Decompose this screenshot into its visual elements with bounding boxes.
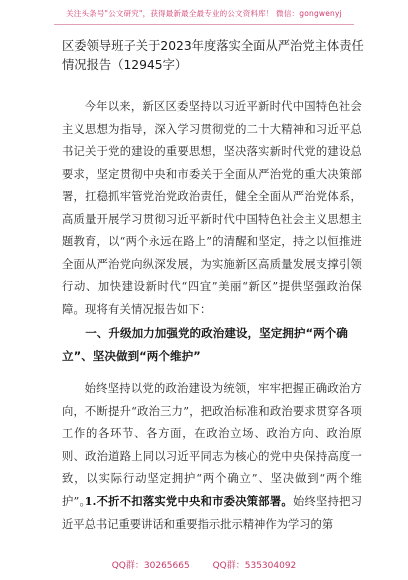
subsection-1: [62, 490, 362, 536]
header-divider: [54, 24, 354, 25]
section-heading-1: 一、升级加力加强党的政治建设，坚定拥护“两个确立”、坚决做到“两个维护”: [62, 326, 348, 363]
footer-qq-group-2: QQ群：535304092: [212, 561, 297, 571]
footer-qq-group-1: QQ群：30265665: [111, 561, 190, 571]
document-title: 区委领导班子关于2023年度落实全面从严治党主体责任情况报告（12945字）: [62, 39, 364, 72]
intro-paragraph: 今年以来，新区区委坚持以习近平新时代中国特色社会主义思想为指导，深入学习贯彻党的二十大精神和习近平总书记关于党的建设的重要思想，坚决落实新时代党的建设总要求，坚定贯彻中央和市委关于全面从严治党的重大决策部署，扛稳抓牢管党治党政治责任，健全全面从严治党体系，高质量开展学习贯彻习近平新时代中国特色社会主义思想主题教育，以“两个永远在路上”的清醒和坚定，持之以恒推进全面从严治党向纵深发展，为实施新区高质量发展支撑引领行动、加快建设新时代“四宜”美丽“新区”提供坚强政治保障。现将有关情况报告如下：: [62, 100, 362, 316]
section-1-paragraph: 始终坚持以党的政治建设为统领，牢牢把握正确政治方向，不断提升“政治三力”，把政治标准和政治要求贯穿各项工作的各环节、各方面，在政治立场、政治方向、政治原则、政治道路上同以习近平同志为核心的党中央保持高度一致，以实际行动坚定拥护“两个确立”、坚决做到“两个维护”。: [62, 382, 362, 508]
subsection-paragraph: 始终坚持把习近平总书记重要讲话和重要指示批示精神作为学习的第: [62, 495, 362, 531]
footer-contact: [0, 558, 408, 571]
header-banner: 关注头条号"公文研究"，获得最新最全最专业的公文资料库！ 微信：gongwenyj: [66, 9, 342, 18]
subsection-heading: 1.不折不扣落实党中央和市委决策部署。: [84, 494, 293, 508]
